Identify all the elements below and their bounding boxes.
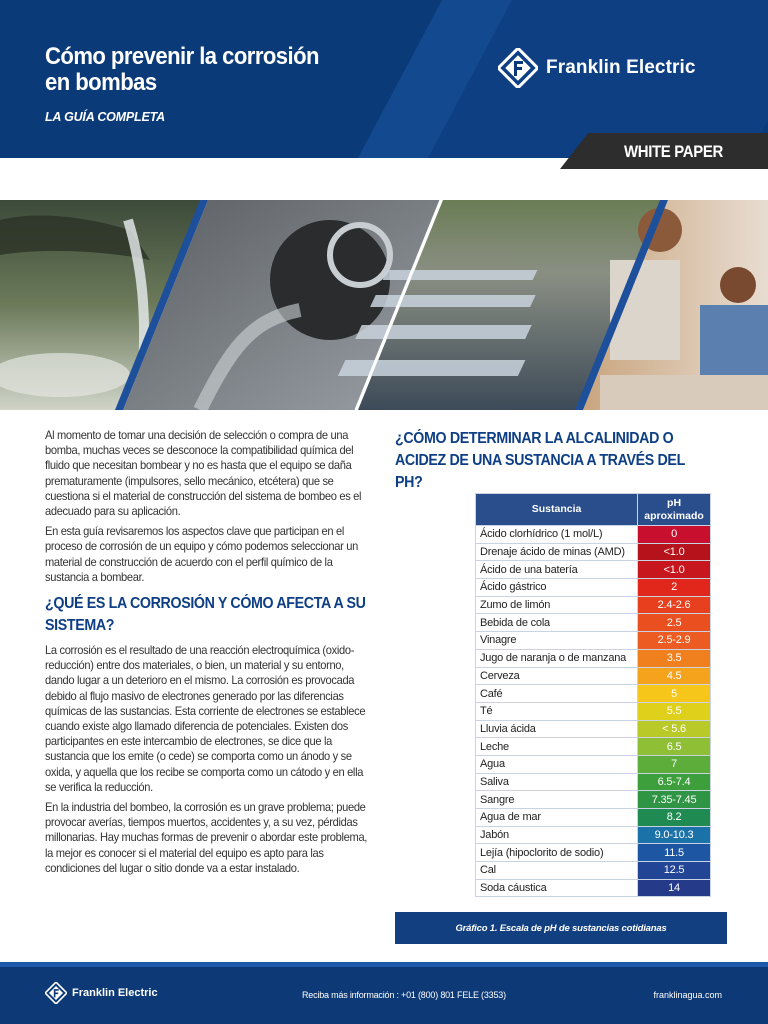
substance-cell: Té bbox=[476, 702, 638, 720]
ph-value-cell: 9.0-10.3 bbox=[638, 826, 711, 844]
table-row bbox=[476, 755, 711, 773]
ph-value-cell: 7 bbox=[638, 755, 711, 773]
brand-name: Franklin Electric bbox=[546, 57, 696, 78]
white-paper-badge: WHITE PAPER bbox=[624, 142, 723, 161]
substance-cell: Cal bbox=[476, 862, 638, 880]
intro-paragraph-2: En esta guía revisaremos los aspectos clave que participan en el proceso de corrosión de un equipo y cómo podemos seleccionar un material de construcción de acuerdo con el perfil químico de la sustancia a bombear. bbox=[45, 525, 358, 584]
substance-cell: Ácido de una batería bbox=[476, 561, 638, 579]
footer-website-link[interactable]: franklinagua.com bbox=[653, 990, 722, 1000]
ph-value-cell: <1.0 bbox=[638, 543, 711, 561]
intro-paragraph-1: Al momento de tomar una decisión de selección o compra de una bomba, muchas veces se desconoce la compatibilidad química del fluido que necesitan bombear y no es hasta que el equipo se daña prematuramente (impulsores, sello mecánico, etcétera) que se cuestiona si el material de construcción del sistema de bombeo es el adecuado para su aplicación. bbox=[45, 429, 362, 519]
ph-value-cell: 7.35-7.45 bbox=[638, 791, 711, 809]
substance-cell: Bebida de cola bbox=[476, 614, 638, 632]
substance-cell: Soda cáustica bbox=[476, 879, 638, 897]
ph-value-cell: 5 bbox=[638, 685, 711, 703]
right-column bbox=[395, 428, 725, 494]
footer bbox=[0, 962, 768, 1024]
ph-value-cell: 0 bbox=[638, 526, 711, 544]
substance-cell: Vinagre bbox=[476, 632, 638, 650]
table-header-row bbox=[476, 494, 711, 526]
substance-cell: Agua de mar bbox=[476, 809, 638, 827]
ph-value-cell: <1.0 bbox=[638, 561, 711, 579]
table-row bbox=[476, 561, 711, 579]
ph-value-cell: 12.5 bbox=[638, 862, 711, 880]
substance-cell: Cerveza bbox=[476, 667, 638, 685]
table-row bbox=[476, 826, 711, 844]
ph-value-cell: < 5.6 bbox=[638, 720, 711, 738]
ph-value-cell: 2.4-2.6 bbox=[638, 596, 711, 614]
table-row bbox=[476, 632, 711, 650]
substance-cell: Zumo de limón bbox=[476, 596, 638, 614]
footer-contact-info: Reciba más información : +01 (800) 801 FELE (3353) bbox=[302, 990, 506, 1000]
franklin-logo-icon bbox=[498, 48, 538, 88]
table-row bbox=[476, 862, 711, 880]
substance-cell: Saliva bbox=[476, 773, 638, 791]
table-row bbox=[476, 596, 711, 614]
substance-cell: Leche bbox=[476, 738, 638, 756]
corrosion-paragraph-1: La corrosión es el resultado de una reacción electroquímica (oxido-reducción) entre dos materiales, o bien, un material y su entorno, dando lugar a un deterioro en el mismo. La corrosión es provocada debido al flujo masivo de electrones generado por las diferencias químicas de las sustancias. Esta corriente de electrones se establece cuando existe algo llamado diferencia de potenciales. Existen dos participantes en este intercambio de electrones, se dice que la sustancia que los emite (o cede) se comporta como un ánodo y se oxida, y aquella que los recibe se comporta como un cátodo y en ella se verifica la reducción. bbox=[45, 644, 366, 794]
column-header-substance: Sustancia bbox=[476, 494, 638, 526]
ph-value-cell: 3.5 bbox=[638, 649, 711, 667]
table-row bbox=[476, 579, 711, 597]
table-row bbox=[476, 685, 711, 703]
ph-value-cell: 5.5 bbox=[638, 702, 711, 720]
table-row bbox=[476, 773, 711, 791]
table-row bbox=[476, 791, 711, 809]
substance-cell: Lejía (hipoclorito de sodio) bbox=[476, 844, 638, 862]
ph-value-cell: 4.5 bbox=[638, 667, 711, 685]
substance-cell: Agua bbox=[476, 755, 638, 773]
title-line-2: en bombas bbox=[45, 69, 157, 96]
substance-cell: Ácido clorhídrico (1 mol/L) bbox=[476, 526, 638, 544]
footer-accent-line bbox=[0, 962, 768, 967]
ph-value-cell: 2.5-2.9 bbox=[638, 632, 711, 650]
substance-cell: Jabón bbox=[476, 826, 638, 844]
table-row bbox=[476, 649, 711, 667]
franklin-logo-icon bbox=[45, 982, 67, 1004]
table-row bbox=[476, 526, 711, 544]
title-line-1: Cómo prevenir la corrosión bbox=[45, 43, 319, 70]
table-row bbox=[476, 720, 711, 738]
table-row bbox=[476, 702, 711, 720]
table-row bbox=[476, 809, 711, 827]
ph-value-cell: 11.5 bbox=[638, 844, 711, 862]
substance-cell: Ácido gástrico bbox=[476, 579, 638, 597]
ph-value-cell: 6.5 bbox=[638, 738, 711, 756]
brand-logo bbox=[498, 48, 696, 88]
ph-value-cell: 2.5 bbox=[638, 614, 711, 632]
left-column bbox=[45, 428, 373, 881]
ph-value-cell: 8.2 bbox=[638, 809, 711, 827]
table-row bbox=[476, 667, 711, 685]
substance-cell: Café bbox=[476, 685, 638, 703]
substance-cell: Jugo de naranja o de manzana bbox=[476, 649, 638, 667]
photo-strip bbox=[0, 200, 768, 410]
ph-value-cell: 6.5-7.4 bbox=[638, 773, 711, 791]
ph-value-cell: 2 bbox=[638, 579, 711, 597]
footer-brand-name: Franklin Electric bbox=[72, 987, 158, 999]
ph-table bbox=[475, 493, 711, 897]
table-row bbox=[476, 844, 711, 862]
column-header-ph: pH aproximado bbox=[638, 494, 711, 526]
section-heading-ph: ¿CÓMO DETERMINAR LA ALCALINIDAD O ACIDEZ DE UNA SUSTANCIA A TRAVÉS DEL PH? bbox=[395, 430, 685, 491]
ph-table-body bbox=[476, 526, 711, 897]
table-row bbox=[476, 738, 711, 756]
footer-brand-logo bbox=[45, 982, 158, 1004]
corrosion-paragraph-2: En la industria del bombeo, la corrosión es un grave problema; puede provocar averías, tiempos muertos, accidentes y, a su vez, pérdidas millonarias. Hay muchas formas de prevenir o abordar este problema, la mejor es conocer si el material del equipo es apto para las condiciones del lugar o sitio donde va a estar instalado. bbox=[45, 801, 368, 875]
substance-cell: Lluvia ácida bbox=[476, 720, 638, 738]
ph-value-cell: 14 bbox=[638, 879, 711, 897]
substance-cell: Drenaje ácido de minas (AMD) bbox=[476, 543, 638, 561]
table-row bbox=[476, 879, 711, 897]
table-row bbox=[476, 614, 711, 632]
table-row bbox=[476, 543, 711, 561]
page-subtitle: LA GUÍA COMPLETA bbox=[45, 110, 165, 124]
table-caption: Gráfico 1. Escala de pH de sustancias cotidianas bbox=[395, 912, 727, 944]
page-title bbox=[45, 44, 358, 96]
substance-cell: Sangre bbox=[476, 791, 638, 809]
section-heading-corrosion: ¿QUÉ ES LA CORROSIÓN Y CÓMO AFECTA A SU SISTEMA? bbox=[45, 595, 366, 635]
